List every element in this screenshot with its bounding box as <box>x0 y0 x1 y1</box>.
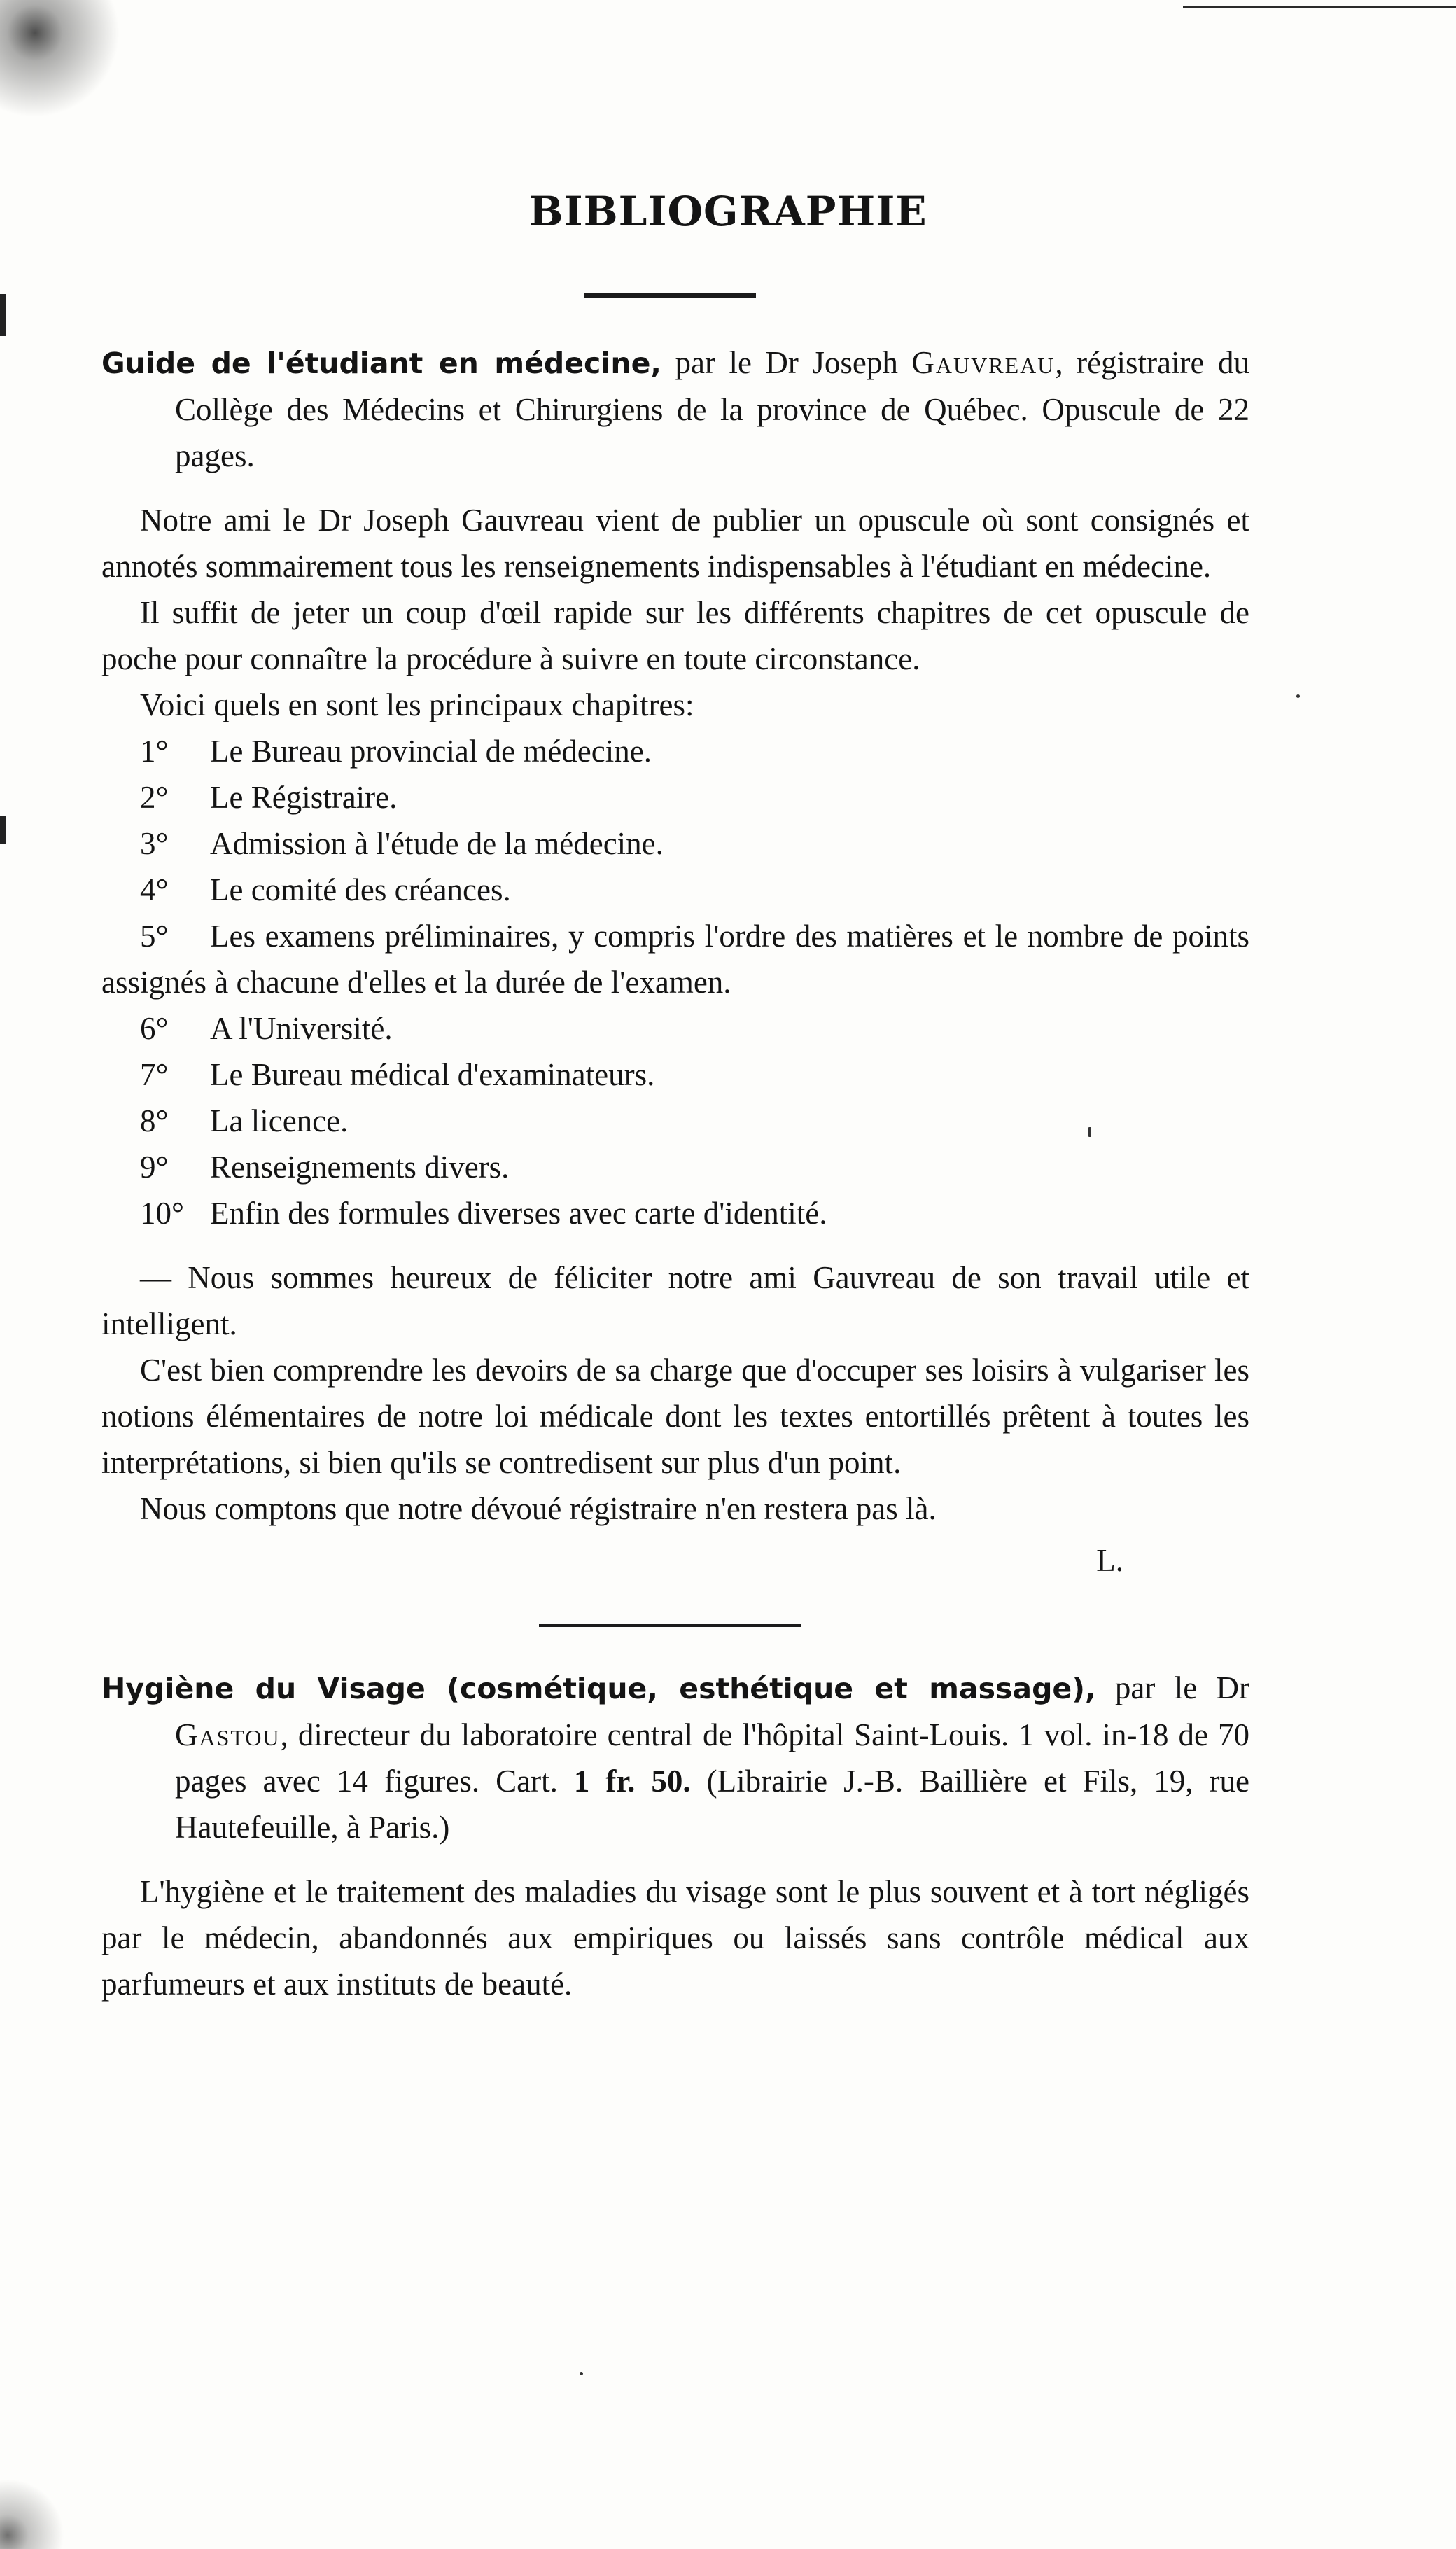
stray-mark <box>580 2372 583 2375</box>
chapter-title: Le Régistraire. <box>210 780 398 815</box>
stray-mark <box>1296 694 1300 698</box>
paragraph: Nous comptons que notre dévoué régistraire n'en restera pas là. <box>140 1491 937 1526</box>
chapter-number: 3° <box>140 826 169 861</box>
entry-title: Guide de l'étudiant en médecine, <box>102 347 662 380</box>
chapter-number: 8° <box>140 1103 169 1138</box>
chapter-title: La licence. <box>210 1103 349 1138</box>
citation-text: , régistraire du Collège des Médecins et Chirurgiens de la province de Québec. Opuscule de 22 pages. <box>175 345 1250 473</box>
paragraph: — Nous sommes heureux de féliciter notre ami Gauvreau de son travail utile et intelligent. <box>102 1260 1250 1341</box>
list-item <box>102 1098 1250 1144</box>
citation-text: par le Dr <box>1096 1670 1250 1705</box>
chapter-list <box>102 728 1250 1236</box>
list-item <box>102 913 1250 1005</box>
chapter-number: 2° <box>140 780 169 815</box>
chapter-title: Les examens préliminaires, y compris l'ordre des matières et le nombre de points assignés à chacune d'elles et la durée de l'examen. <box>102 919 1250 1000</box>
entry-guide-citation <box>102 340 1250 479</box>
chapter-title: Renseignements divers. <box>210 1150 510 1185</box>
list-item <box>102 1144 1250 1190</box>
list-item <box>102 867 1250 913</box>
list-item <box>102 1005 1250 1052</box>
scan-smudge <box>0 2458 77 2549</box>
price: 1 fr. 50. <box>573 1764 691 1799</box>
chapter-number: 4° <box>140 872 169 907</box>
author-name: Gauvreau <box>911 345 1056 380</box>
binding-mark <box>0 816 6 844</box>
chapter-title: Le Bureau provincial de médecine. <box>210 734 652 769</box>
citation-text: , directeur du laboratoire central de l'hôpital Saint-Louis. 1 vol. in-18 de 70 pages avec 14 figures. Cart. <box>175 1717 1250 1799</box>
list-item <box>102 820 1250 867</box>
citation-text: (Librairie J.-B. Baillière et Fils, 19, rue Hautefeuille, à Paris.) <box>175 1764 1250 1845</box>
scan-smudge <box>0 0 175 182</box>
author-name: Gastou <box>175 1717 281 1752</box>
page-title: BIBLIOGRAPHIE <box>528 188 927 235</box>
list-item <box>102 1052 1250 1098</box>
paragraph: Notre ami le Dr Joseph Gauvreau vient de publier un opuscule où sont consignés et annotés sommairement tous les renseignements indispensables à l'étudiant en médecine. <box>102 503 1250 584</box>
chapter-number: 9° <box>140 1150 169 1185</box>
title-divider <box>584 293 756 298</box>
signature: L. <box>1096 1543 1124 1578</box>
chapter-title: Le comité des créances. <box>210 872 511 907</box>
top-edge-rule <box>1183 6 1456 8</box>
article-body <box>102 340 1250 2007</box>
chapter-number: 6° <box>140 1011 169 1046</box>
binding-mark <box>0 294 6 336</box>
list-item <box>102 1190 1250 1236</box>
paragraph: Voici quels en sont les principaux chapitres: <box>140 687 694 722</box>
entry-hygiene-citation <box>102 1665 1250 1850</box>
chapter-title: Admission à l'étude de la médecine. <box>210 826 664 861</box>
entry-title: Hygiène du Visage (cosmétique, esthétique et massage), <box>102 1672 1096 1705</box>
chapter-title: A l'Université. <box>210 1011 393 1046</box>
chapter-title: Le Bureau médical d'examinateurs. <box>210 1057 655 1092</box>
list-item <box>102 728 1250 774</box>
paragraph: C'est bien comprendre les devoirs de sa charge que d'occuper ses loisirs à vulgariser les notions élémentaires de notre loi médicale dont les textes entortillés prêtent à toutes les interprétations, si bien qu'ils se contredisent sur plus d'un point. <box>102 1353 1250 1480</box>
chapter-number: 1° <box>140 734 169 769</box>
paragraph: Il suffit de jeter un coup d'œil rapide sur les différents chapitres de cet opuscule de poche pour connaître la procédure à suivre en toute circonstance. <box>102 595 1250 676</box>
paragraph: L'hygiène et le traitement des maladies du visage sont le plus souvent et à tort négligés par le médecin, abandonnés aux empiriques ou laissés sans contrôle médical aux parfumeurs et aux instituts de beauté. <box>102 1874 1250 2002</box>
section-divider <box>539 1624 802 1627</box>
chapter-number: 7° <box>140 1057 169 1092</box>
chapter-number: 10° <box>140 1196 184 1231</box>
chapter-title: Enfin des formules diverses avec carte d'identité. <box>210 1196 827 1231</box>
chapter-number: 5° <box>140 919 169 954</box>
citation-text: par le Dr Joseph <box>661 345 912 380</box>
list-item <box>102 774 1250 820</box>
